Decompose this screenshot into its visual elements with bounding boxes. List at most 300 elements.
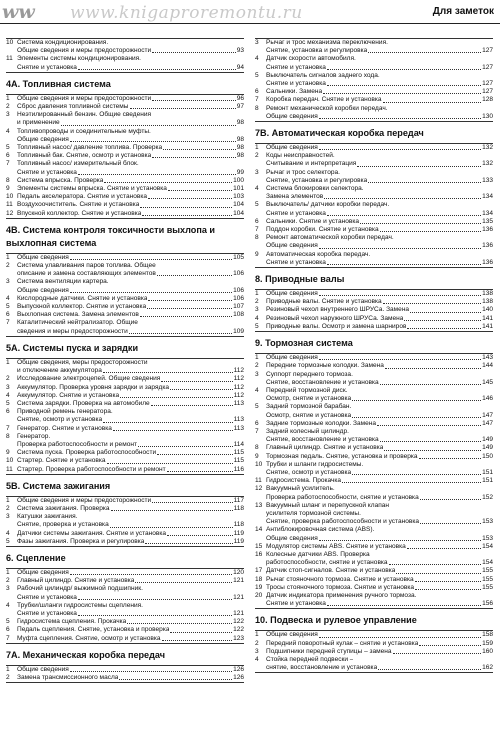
dot-leader — [384, 450, 481, 451]
toc-entry[interactable] — [255, 631, 493, 639]
toc-entry[interactable] — [6, 384, 244, 392]
entry-text: Сальники. Снятие и установка — [266, 217, 360, 225]
entry-number: 14 — [255, 526, 263, 534]
toc-entry[interactable] — [255, 72, 493, 88]
entry-number: 1 — [6, 94, 10, 102]
toc-entry[interactable] — [255, 105, 493, 121]
entry-number: 20 — [255, 591, 263, 599]
dot-leader — [368, 52, 481, 53]
dot-leader — [161, 381, 232, 382]
entry-text: Гидросистема. Прокачка — [266, 477, 342, 485]
entry-text: Общие сведения — [266, 290, 318, 298]
entry-number: 3 — [6, 585, 10, 593]
entry-text: Датчик индикатора применения ручного тормоза. — [266, 591, 417, 599]
page-number: 98 — [236, 119, 244, 127]
entry-number: 6 — [255, 217, 259, 225]
publisher-logo: ww — [2, 1, 35, 23]
toc-entry[interactable] — [6, 160, 244, 176]
page-number: 98 — [236, 135, 244, 143]
toc-entry[interactable] — [255, 485, 493, 501]
dot-leader — [110, 527, 233, 528]
dot-leader — [111, 510, 233, 511]
page-number: 134 — [482, 209, 493, 217]
entry-text: работоспособности, снятие и установка — [266, 559, 388, 567]
toc-entry[interactable] — [6, 55, 244, 71]
dot-leader — [145, 543, 232, 544]
page-number: 98 — [236, 144, 244, 152]
toc-entry[interactable] — [6, 457, 244, 465]
toc-entry[interactable] — [6, 635, 244, 643]
entry-number: 3 — [6, 513, 10, 521]
entry-text: Снятие и установка — [17, 593, 77, 601]
toc-entry[interactable] — [255, 461, 493, 477]
entry-text: Тормозная педаль. Снятие, установка и проверка — [266, 452, 418, 460]
toc-entry[interactable] — [255, 234, 493, 250]
page-number: 94 — [236, 63, 244, 71]
toc-entry[interactable] — [6, 177, 244, 185]
entry-text: Рычаг и трос механизма переключения. — [266, 39, 388, 46]
toc-entry[interactable] — [6, 400, 244, 408]
entry-text: Топливный насос/ давление топлива. Проверка — [17, 144, 163, 152]
dot-leader — [140, 316, 232, 317]
entry-number: 5 — [6, 618, 10, 626]
dot-leader — [352, 474, 481, 475]
toc-entry[interactable] — [255, 444, 493, 452]
toc-entry[interactable] — [6, 425, 244, 433]
toc-entry[interactable] — [6, 319, 244, 335]
toc-entry[interactable] — [6, 144, 244, 152]
toc-entry[interactable] — [6, 626, 244, 634]
entry-text: Выпускной коллектор. Снятие и установка — [17, 303, 147, 311]
entry-number: 7 — [255, 427, 259, 435]
dot-leader — [319, 540, 481, 541]
page-number: 141 — [482, 322, 493, 330]
toc-list — [255, 289, 493, 332]
entry-text: Неэтилированный бензин. Общие сведения — [17, 111, 152, 119]
entry-text: Снятие, установка и регулировка — [266, 47, 368, 55]
page-number: 104 — [233, 201, 244, 209]
entry-number: 6 — [6, 311, 10, 319]
dot-leader — [163, 149, 236, 150]
entry-number: 6 — [255, 419, 259, 427]
page-number: 116 — [233, 465, 244, 473]
entry-number: 18 — [255, 575, 263, 583]
entry-number: 4 — [6, 127, 10, 135]
dot-leader — [140, 207, 232, 208]
toc-entry[interactable] — [255, 39, 493, 55]
toc-entry[interactable] — [6, 577, 244, 585]
entry-text: Кислородные датчики. Снятие и установка — [17, 294, 148, 302]
entry-text: Поддон коробки. Снятие и установка — [266, 226, 379, 234]
dot-leader — [319, 637, 481, 638]
entry-text: Общие сведения и меры предосторожности — [17, 94, 152, 102]
page-number: 121 — [233, 577, 244, 585]
toc-entry[interactable] — [6, 95, 244, 103]
entry-number: 4 — [6, 529, 10, 537]
dot-leader — [70, 292, 232, 293]
toc-entry[interactable] — [255, 640, 493, 648]
entry-text: Общие сведения — [17, 253, 69, 261]
entry-number: 7 — [255, 226, 259, 234]
entry-text: Сброс давления топливной системы — [17, 103, 129, 111]
entry-text: Муфта сцепления. Снятие, осмотр и установка — [17, 634, 161, 642]
toc-entry[interactable] — [6, 505, 244, 513]
page-number: 120 — [233, 568, 244, 576]
toc-entry[interactable] — [6, 103, 244, 111]
entry-text: Проверка работоспособности, снятие и установка — [266, 493, 419, 501]
toc-entry[interactable] — [255, 403, 493, 419]
toc-entry[interactable] — [6, 152, 244, 160]
entry-number: 2 — [255, 298, 259, 306]
toc-entry[interactable] — [255, 477, 493, 485]
toc-entry[interactable] — [6, 392, 244, 400]
entry-text: Ремонт автоматической коробки передач. — [266, 234, 394, 242]
page-number: 145 — [482, 378, 493, 386]
entry-text: Элементы системы впрыска. Снятие и установка — [17, 185, 167, 193]
entry-number: 7 — [6, 634, 10, 642]
toc-entry[interactable] — [6, 303, 244, 311]
entry-text: Передний тормозной диск. — [266, 386, 348, 394]
entry-text: Главный цилиндр. Снятие и установка — [266, 444, 384, 452]
entry-text: Рычаг стояночного тормоза. Снятие и установка — [266, 575, 414, 583]
entry-text: Снятие, восстановление и установка — [266, 436, 379, 444]
entry-text: Аккумулятор. Проверка уровня зарядки и зарядка — [17, 383, 169, 391]
entry-number: 1 — [6, 253, 10, 261]
dot-leader — [377, 425, 481, 426]
entry-number: 12 — [6, 209, 14, 217]
entry-text: Впускной коллектор. Снятие и установка — [17, 209, 142, 217]
dot-leader — [170, 632, 232, 633]
toc-entry[interactable] — [255, 251, 493, 267]
dot-leader — [130, 108, 236, 109]
entry-text: Модулятор системы ABS. Снятие и установка — [266, 542, 406, 550]
dot-leader — [393, 653, 481, 654]
toc-entry[interactable] — [255, 152, 493, 168]
toc-entry[interactable] — [255, 526, 493, 542]
entry-text: Снятие, осмотр и установка — [17, 416, 103, 424]
page-number: 105 — [233, 253, 244, 261]
entry-number: 11 — [6, 55, 13, 63]
page-number: 112 — [233, 383, 244, 391]
entry-number: 1 — [6, 568, 10, 576]
toc-entry[interactable] — [255, 169, 493, 185]
entry-number: 1 — [6, 496, 10, 504]
entry-number: 1 — [255, 354, 259, 362]
page-number: 126 — [233, 665, 244, 673]
toc-entry[interactable] — [6, 449, 244, 457]
entry-number: 9 — [255, 452, 259, 460]
entry-number: 2 — [6, 262, 10, 270]
dot-leader — [383, 102, 482, 103]
section-title: 6. Сцепление — [6, 552, 66, 563]
toc-list — [255, 353, 493, 609]
page-number: 143 — [482, 354, 493, 362]
page-number: 162 — [482, 664, 493, 672]
page-number: 119 — [233, 529, 244, 537]
entry-text: Общие сведения — [17, 568, 69, 576]
page-number: 144 — [482, 362, 493, 370]
dot-leader — [420, 499, 481, 500]
toc-entry[interactable] — [255, 656, 493, 672]
toc-entry[interactable] — [6, 602, 244, 618]
toc-entry[interactable] — [255, 567, 493, 575]
entry-text: Общие сведения — [17, 665, 69, 673]
page-number: 154 — [482, 559, 493, 567]
entry-text: Система вентиляции картера. — [17, 278, 109, 286]
toc-entry[interactable] — [255, 218, 493, 226]
page-number: 119 — [233, 537, 244, 545]
page-number: 155 — [482, 575, 493, 583]
entry-text: Снятие и установка — [266, 209, 326, 217]
dot-leader — [352, 400, 481, 401]
entry-text: и применение — [17, 119, 60, 127]
entry-text: Гидросистема сцепления. Прокачка — [17, 618, 127, 626]
entry-number: 6 — [6, 152, 10, 160]
dot-leader — [152, 502, 232, 503]
entry-text: Вакуумный шланг и перепускной клапан — [266, 501, 390, 509]
toc-entry[interactable] — [255, 96, 493, 104]
entry-text: Каталитический нейтрализатор. Общие — [17, 319, 138, 327]
toc-entry[interactable] — [255, 315, 493, 323]
toc-entry[interactable] — [6, 408, 244, 424]
toc-column-right — [255, 38, 493, 675]
toc-entry[interactable] — [255, 362, 493, 370]
entry-number: 12 — [255, 485, 263, 493]
dot-leader — [147, 308, 232, 309]
dot-leader — [78, 615, 232, 616]
entry-number: 1 — [6, 358, 10, 366]
section-title: 5В. Система зажигания — [6, 480, 111, 491]
entry-text: Воздухоочиститель. Снятие и установка — [17, 201, 140, 209]
toc-entry[interactable] — [6, 433, 244, 449]
page-number: 112 — [233, 367, 244, 375]
page-number: 96 — [236, 94, 244, 102]
dot-leader — [319, 295, 481, 296]
entry-text: Рычаг и трос селектора. — [266, 168, 340, 176]
dot-leader — [415, 581, 481, 582]
toc-entry[interactable] — [255, 428, 493, 444]
entry-text: Датчик стоп-сигналов. Снятие и установка — [266, 567, 396, 575]
toc-entry[interactable] — [255, 144, 493, 152]
page-number: 160 — [482, 647, 493, 655]
toc-list — [6, 38, 244, 73]
toc-entry[interactable] — [255, 323, 493, 331]
entry-number: 2 — [6, 673, 10, 681]
entry-text: Колесные датчики ABS. Проверка — [266, 550, 370, 558]
entry-text: Осмотр, снятие и установка — [266, 395, 352, 403]
page-number: 117 — [233, 496, 244, 504]
entry-text: Трубки и шланги гидросистемы. — [266, 460, 364, 468]
entry-number: 4 — [6, 601, 10, 609]
entry-text: Система зарядки. Проверка на автомобиле — [17, 399, 150, 407]
toc-entry[interactable] — [255, 420, 493, 428]
page-number: 113 — [233, 424, 244, 432]
entry-text: Снятие, осмотр и установка — [266, 468, 352, 476]
section-title: 9. Тормозная система — [255, 338, 353, 349]
page-number: 151 — [482, 468, 493, 476]
entry-number: 4 — [6, 294, 10, 302]
entry-number: 3 — [255, 370, 259, 378]
entry-text: Снятие, проверка работоспособности и установка — [266, 518, 420, 526]
toc-entry[interactable] — [255, 306, 493, 314]
entry-number: 4 — [255, 185, 259, 193]
entry-number: 8 — [255, 104, 259, 112]
toc-entry[interactable] — [255, 648, 493, 656]
toc-entry[interactable] — [6, 128, 244, 144]
dot-leader — [420, 523, 481, 524]
toc-entry[interactable] — [6, 538, 244, 546]
toc-entry[interactable] — [255, 576, 493, 584]
toc-entry[interactable] — [6, 666, 244, 674]
toc-entry[interactable] — [255, 354, 493, 362]
entry-text: Коробка передач. Снятие и установка — [266, 96, 382, 104]
toc-entry[interactable] — [255, 543, 493, 551]
toc-entry[interactable] — [255, 551, 493, 567]
toc-entry[interactable] — [6, 585, 244, 601]
toc-entry[interactable] — [6, 618, 244, 626]
dot-leader — [396, 573, 481, 574]
entry-text: Педаль акселератора. Снятие и установка — [17, 193, 147, 201]
toc-entry[interactable] — [6, 295, 244, 303]
toc-entry[interactable] — [6, 466, 244, 474]
toc-entry[interactable] — [255, 584, 493, 592]
entry-text: Задний тормозной барабан. — [266, 403, 352, 411]
entry-number: 5 — [255, 403, 259, 411]
entry-text: Общие сведения — [17, 135, 69, 143]
entry-number: 3 — [255, 306, 259, 314]
entry-number: 3 — [255, 39, 259, 46]
entry-number: 9 — [255, 250, 259, 258]
entry-text: Снятие, проверка и установка — [17, 521, 109, 529]
entry-text: Общие сведения и меры предосторожности — [17, 496, 152, 504]
toc-entry[interactable] — [255, 201, 493, 217]
toc-entry[interactable] — [255, 185, 493, 201]
page-number: 132 — [482, 144, 493, 152]
toc-entry[interactable] — [6, 513, 244, 529]
watermark: www.knigaproremontu.ru — [70, 3, 303, 23]
toc-entry[interactable] — [6, 254, 244, 262]
dot-leader — [78, 174, 236, 175]
entry-text: Снятие и установка — [266, 600, 326, 608]
entry-number: 6 — [6, 626, 10, 634]
toc-entry[interactable] — [255, 55, 493, 71]
toc-entry[interactable] — [6, 674, 244, 682]
dot-leader — [327, 69, 481, 70]
page-number: 122 — [233, 618, 244, 626]
entry-text: Снятие, восстановление и установка — [266, 378, 379, 386]
page-number: 123 — [233, 634, 244, 642]
entry-text: Система кондиционирования. — [17, 39, 109, 46]
dot-leader — [103, 372, 233, 373]
page-number: 106 — [233, 286, 244, 294]
toc-entry[interactable] — [6, 278, 244, 294]
entry-number: 2 — [255, 152, 259, 160]
toc-entry[interactable] — [6, 111, 244, 127]
toc-entry[interactable] — [255, 502, 493, 527]
toc-entry[interactable] — [6, 193, 244, 201]
dot-leader — [167, 471, 233, 472]
toc-entry[interactable] — [255, 298, 493, 306]
dot-leader — [360, 223, 481, 224]
entry-text: снятие, восстановление и установка — [266, 664, 378, 672]
entry-number: 11 — [255, 477, 262, 485]
dot-leader — [152, 52, 236, 53]
dot-leader — [357, 166, 481, 167]
toc-entry[interactable] — [6, 530, 244, 538]
toc-entry[interactable] — [255, 387, 493, 403]
entry-number: 3 — [6, 278, 10, 286]
toc-entry[interactable] — [6, 185, 244, 193]
toc-entry[interactable] — [6, 359, 244, 375]
dot-leader — [78, 599, 232, 600]
entry-text: Общие сведения — [266, 144, 318, 152]
toc-entry[interactable] — [6, 569, 244, 577]
entry-text: Передние тормозные колодки. Замена — [266, 362, 384, 370]
toc-list — [6, 94, 244, 219]
entry-text: Коды неисправностей. — [266, 152, 335, 160]
toc-entry[interactable] — [255, 88, 493, 96]
dot-leader — [378, 669, 481, 670]
page-number: 101 — [233, 185, 244, 193]
page-number: 138 — [482, 298, 493, 306]
dot-leader — [142, 215, 232, 216]
toc-entry[interactable] — [255, 226, 493, 234]
entry-number: 5 — [255, 322, 259, 330]
toc-entry[interactable] — [255, 453, 493, 461]
toc-entry[interactable] — [255, 592, 493, 608]
toc-entry[interactable] — [6, 497, 244, 505]
page-number: 149 — [482, 436, 493, 444]
dot-leader — [127, 623, 232, 624]
dot-leader — [157, 454, 232, 455]
page-number: 150 — [482, 452, 493, 460]
toc-list — [255, 38, 493, 122]
dot-leader — [319, 118, 481, 119]
toc-entry[interactable] — [6, 210, 244, 218]
entry-number: 13 — [255, 501, 263, 509]
toc-entry[interactable] — [6, 39, 244, 55]
dot-leader — [119, 679, 232, 680]
entry-text: Общие сведения — [266, 631, 318, 639]
entry-text: Общие сведения, меры предосторожности — [17, 358, 148, 366]
entry-number: 4 — [255, 386, 259, 394]
entry-text: Осмотр, снятие и установка — [266, 411, 352, 419]
entry-number: 5 — [6, 537, 10, 545]
dot-leader — [380, 231, 481, 232]
page-number: 138 — [482, 290, 493, 298]
toc-entry[interactable] — [6, 262, 244, 278]
toc-entry[interactable] — [255, 290, 493, 298]
dot-leader — [323, 93, 481, 94]
page-number: 106 — [233, 270, 244, 278]
dot-leader — [383, 303, 481, 304]
toc-list — [6, 253, 244, 337]
entry-text: Датчики системы зажигания. Снятие и установка — [17, 529, 167, 537]
page-number: 136 — [482, 242, 493, 250]
page-number: 107 — [233, 303, 244, 311]
entry-number: 8 — [6, 432, 10, 440]
page-number: 135 — [482, 217, 493, 225]
toc-entry[interactable] — [255, 371, 493, 387]
entry-text: Задний колесный цилиндр. — [266, 427, 349, 435]
dot-leader — [419, 458, 482, 459]
page-number: 159 — [482, 639, 493, 647]
toc-entry[interactable] — [6, 311, 244, 319]
toc-entry[interactable] — [6, 375, 244, 383]
toc-list — [255, 143, 493, 268]
page-number: 152 — [482, 493, 493, 501]
toc-entry[interactable] — [6, 201, 244, 209]
